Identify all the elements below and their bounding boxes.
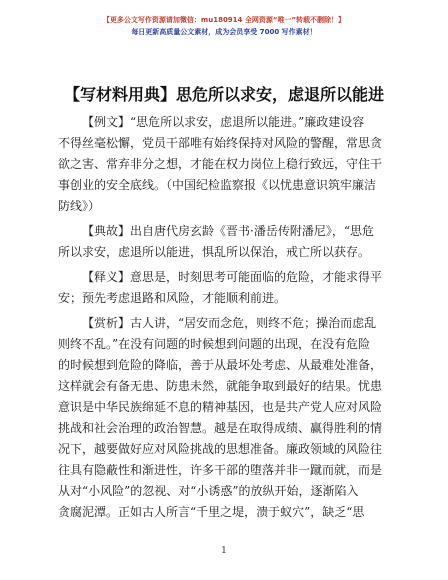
paragraph-allusion — [58, 221, 390, 263]
paragraph-line: 往具有隐蔽性和渐进性，许多干部的堕落并非一蹴而就，而是 — [58, 463, 383, 477]
paragraph-line: 从对“小风险”的忽视、对“小诱惑”的放纵开始，逐渐陷入 — [58, 484, 359, 498]
paragraph-meaning — [58, 267, 390, 309]
paragraph-appreciation — [58, 313, 390, 523]
paragraph-line: 安；预先考虑退路和风险，才能顺利前进。 — [58, 291, 287, 305]
paragraph-line: 则终不乱。”在没有问题的时候想到问题的出现，在没有危险 — [58, 337, 371, 351]
paragraph-line: 不得丝毫松懈，党员干部唯有始终保持对风险的警醒，常思贪 — [58, 136, 383, 150]
page-number: 1 — [221, 546, 227, 556]
paragraph-line: 挑战和社会治理的政治智慧。越是在取得成绩、赢得胜利的情 — [58, 421, 383, 435]
paragraph-line: 意识是中华民族绵延不息的精神基因，也是共产党人应对风险 — [58, 400, 383, 414]
paragraph-line: 【典故】出自唐代房玄龄《晋书·潘岳传附潘尼》，“思危 — [82, 224, 374, 238]
paragraph-line: 【例文】“思危所以求安，虑退所以能进。”廉政建设容 — [82, 115, 365, 129]
paragraph-line: 况下，越要做好应对风险挑战的思想准备。廉政领域的风险往 — [58, 442, 383, 456]
paragraph-line: 欲之害、常弃非分之想，才能在权力岗位上稳行致远，守住干 — [58, 157, 383, 171]
document-title: 【写材料用典】思危所以求安，虑退所以能进 — [63, 85, 384, 104]
paragraph-line: 所以求安，虑退所以能进，惧乱所以保治，戒亡所以获存。 — [58, 245, 371, 259]
promo-banner-line1: 【更多公文写作资源请加微信：mu180914 全网资源“唯一”转载不删除！】 — [102, 16, 346, 24]
paragraph-line: 【赏析】古人讲，“居安而念危，则终不危；操治而虑乱 — [82, 316, 377, 330]
paragraph-example — [58, 112, 390, 217]
promo-banner-line2: 每日更新高质量公文素材，成为会员享受 7000 写作素材！ — [131, 28, 317, 36]
document-body — [58, 112, 390, 527]
paragraph-line: 【释义】意思是，时刻思考可能面临的危险，才能求得平 — [82, 270, 383, 284]
paragraph-line: 的时候想到危险的降临，善于从最坏处考虑、从最难处准备， — [58, 358, 383, 372]
paragraph-line: 事创业的安全底线。（中国纪检监察报《以忧患意识筑牢廉洁 — [58, 178, 377, 192]
paragraph-line: 贪腐泥潭。正如古人所言“千里之堤，溃于蚁穴”，缺乏“思 — [58, 505, 365, 519]
paragraph-line: 防线》） — [58, 199, 101, 213]
paragraph-line: 这样就会有备无患、防患未然，就能争取到最好的结果。忧患 — [58, 379, 383, 393]
